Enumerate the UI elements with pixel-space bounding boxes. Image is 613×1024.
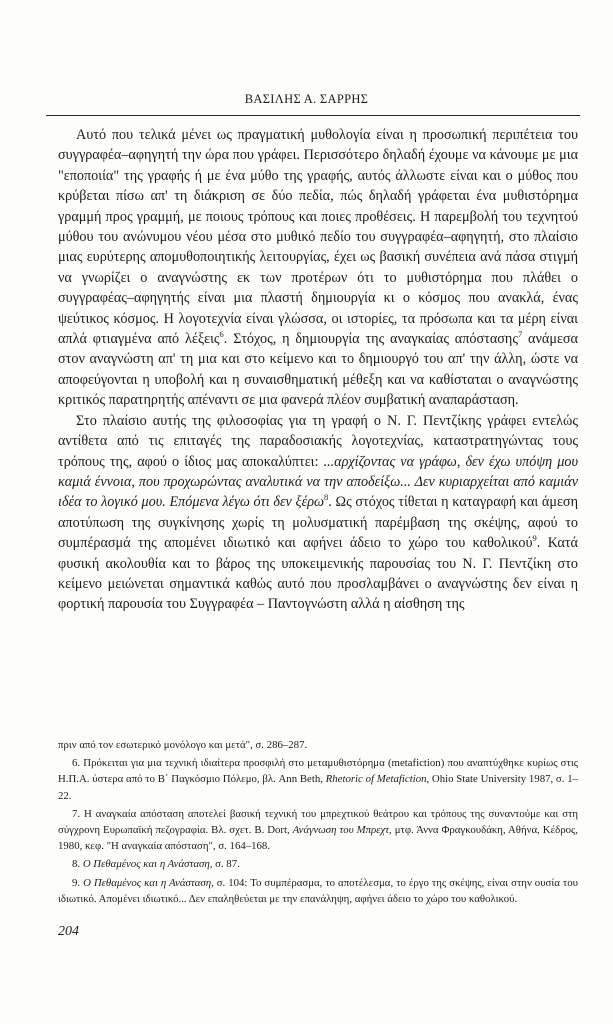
footnote-7-text-b: , μτφ. Άννα Φραγκουδάκη, Αθήνα, Κέδρος, 1980, κεφ. "Η αναγκαία απόσταση", σ. 164–168. [58,824,578,853]
paragraph-2-text-b: . Ως στόχος τίθεται η καταγραφή και άμεση αποτύπωση της συγκίνησης χωρίς τη μολυσματική παρέμβαση της σκέψης, αφού το συμπέρασμά της απομένει ιδιωτικό και αφήνει άδειο το χώρο του καθολικού [58,494,578,552]
footnotes-section [58,737,578,907]
paragraph-2 [58,411,578,615]
paragraph-1 [58,125,578,411]
footnote-6-text-b: , Ohio State University 1987, σ. 1–22. [58,773,578,802]
paragraph-2-text-a: Στο πλαίσιο αυτής της φιλοσοφίας για τη γραφή ο Ν. Γ. Πεντζίκης γράφει εντελώς αντίθετα από τις επιταγές της παραδοσιακής λογοτεχνίας, καταστρατηγώντας τους τρόπους της, αφού ο ίδιος μας αποκαλύπτει: [58,412,578,470]
footnote-ref-9[interactable]: 9 [532,533,537,544]
paragraph-1-text-c: ανάμεσα στον αναγνώστη απ' τη μια και στο κείμενο και το δημιουργό του απ' την άλλη, ώστε να αποφεύγονται η υποβολή και η συναισθηματική μέθεξη και να καθίσταται ο αναγνώστης κριτικός παρατηρητής απέναντι σε μια φανερά πλέον συμβατική αναπαράσταση. [58,331,578,409]
page-number: 204 [58,924,79,939]
footnote-9-text-b: , σ. 104: Το συμπέρασμα, το αποτέλεσμα, το έργο της σκέψης, είναι στην ουσία του ιδιωτικό. Απομένει ιδιωτικό... Δεν επαληθεύεται με την επανάληψη, αφήνει άδειο το χώρο του καθολικού. [58,876,578,905]
footnote-8-number: 8. [72,858,81,871]
footnote-8-text-b: , σ. 87. [209,858,240,871]
footnote-6-text-a: Πρόκειται για μια τεχνική ιδιαίτερα προσφιλή στο μεταμυθιστόρημα (metafiction) που αναπτύχθηκε κυρίως στις Η.Π.Α. ύστερα από το Β΄ Παγκόσμιο Πόλεμο, βλ. Ann Beth, [58,757,578,786]
footnote-ref-8[interactable]: 8 [324,492,329,503]
paragraph-2-text-c: . Κατά φυσική ακολουθία και το βάρος της υποκειμενικής παρουσίας του Ν. Γ. Πεντζίκη στο κείμενο μειώνεται σημαντικά καθώς αυτό που προσλαμβάνει ο αναγνώστης δεν είναι η φορτική παρουσία του Συγγραφέα – Παντογνώστη αλλά η αίσθηση της [58,535,578,613]
paragraph-1-text-a: Αυτό που τελικά μένει ως πραγματική μυθολογία είναι η προσωπική περιπέτεια του συγγραφέα–αφηγητή την ώρα που γράφει. Περισσότερο δηλαδή έχουμε να κάνουμε με μια "εποποιία" της γραφής ή με ένα μύθο της γραφής, αυτός άλλωστε είναι και ο μύθος που κρύβεται πίσω απ' τη διάκριση σε δύο πεδία, πώς δηλαδή γράφεται ένα μυθιστόρημα γραμμή προς γραμμή, με ποιους τρόπους και ποιες προθέσεις. Η παρεμβολή του τεχνητού μύθου του ανώνυμου νέου μέσα στο μυθικό πεδίο του συγγραφέα–αφηγητή, στο πλαίσιο μιας ευρύτερης απομυθοποιητικής λειτουργίας, έχει ως βασική συνέπεια ανά πάσα στιγμή να γνωρίζει ο αναγνώστης εκ των προτέρων ότι το μυθιστόρημα που πλάθει ο συγγραφέας–αφηγητής είναι μια πλαστή δημιουργία κι ο κόσμος που ανακλά, ένας ψεύτικος κόσμος. Η λογοτεχνία είναι γλώσσα, οι ιστορίες, τα πρόσωπα και τα μέρη είναι απλά φτιαγμένα από λέξεις [58,127,578,348]
footnote-6-title: Rhetoric of Metafiction [325,773,427,786]
footnote-8 [58,856,578,872]
footnote-6 [58,755,578,804]
pentzikis-quote: ...αρχίζοντας να γράφω, δεν έχω υπόψη μου καμιά έννοια, που προχωρώντας αναλυτικά να την αποδείξω... Δεν κυριαρχείται από καμιάν ιδέα το λογικό μου. Επόμενα λέγω ότι δεν ξέρω [58,453,578,511]
footnote-9-number: 9. [72,876,81,889]
footnote-7 [58,806,578,855]
footnote-ref-7[interactable]: 7 [517,329,523,340]
footnote-9-title: Ο Πεθαμένος και η Ανάσταση [83,876,212,889]
footnote-9 [58,875,578,907]
header-rule [46,115,580,116]
footnote-7-number: 7. [72,807,81,820]
paragraph-1-text-b: . Στόχος, η δημιουργία της αναγκαίας απόστασης [223,331,518,348]
main-text [58,125,578,615]
footnote-8-title: Ο Πεθαμένος και η Ανάσταση [82,858,210,871]
footnote-ref-6[interactable]: 6 [219,329,224,340]
footnote-continuation: πριν από τον εσωτερικό μονόλογο και μετά", σ. 286–287. [58,739,308,751]
footnote-7-text-a: Η αναγκαία απόσταση αποτελεί βασική τεχνική του μπρεχτικού θεάτρου και τρόπους της συναντούμε και στη σύγχρονη Ευρωπαϊκή πεζογραφία. Βλ. σχετ. Β. Dort, [58,807,578,837]
footnote-6-number: 6. [72,757,81,770]
footnote-7-title: Ανάγνωση του Μπρεχτ [292,824,390,837]
running-header: ΒΑΣΙΛΗΣ Α. ΣΑΡΡΗΣ [244,92,369,106]
